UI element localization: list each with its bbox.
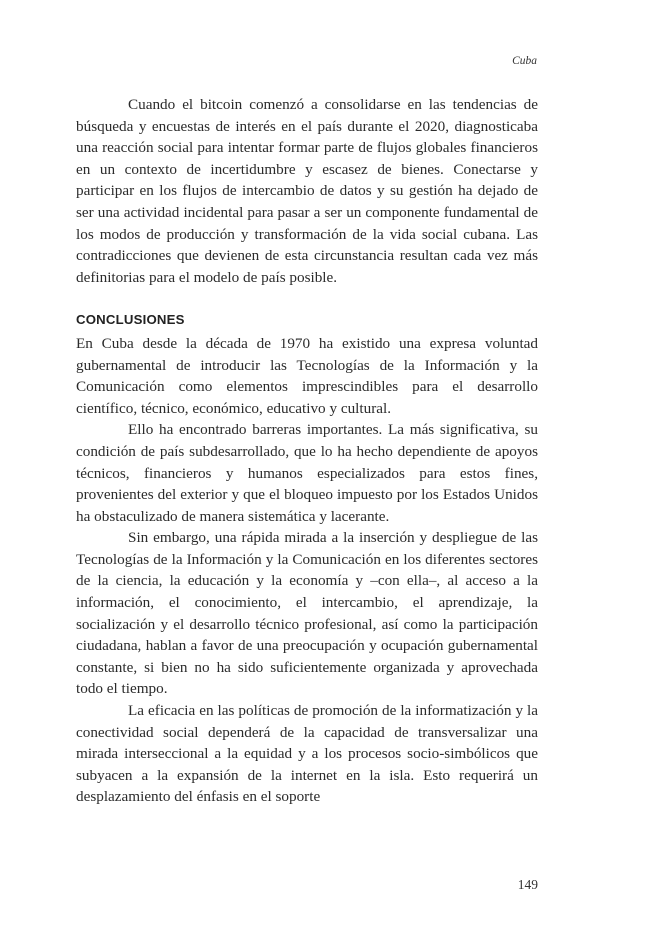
- paragraph-spacer: [76, 288, 538, 309]
- paragraph-conclusion-4: La eficacia en las políticas de promoción de la informatización y la conectividad social dependerá de la capacidad de transversalizar una mirada interseccional a la equidad y a los procesos socio-simbólicos que subyacen a la expansión de la internet en la isla. Esto requerirá un desplazamiento del énfasis en el soporte: [76, 702, 538, 806]
- paragraph-conclusion-3: Sin embargo, una rápida mirada a la inserción y despliegue de las Tecnologías de la Información y la Comunicación en los diferentes sectores de la ciencia, la educación y la economía y –con ella–, al acceso a la información, el conocimiento, el intercambio, el aprendizaje, la socialización y el desarrollo técnico profesional, así como la participación ciudadana, hablan a favor de una preocupación y ocupación gubernamental constante, si bien no ha sido suficientemente organizada y aprovechada todo el tiempo.: [76, 529, 538, 698]
- section-heading-conclusiones: CONCLUSIONES: [76, 312, 185, 328]
- running-head: Cuba: [512, 55, 537, 67]
- body-text: [76, 94, 538, 808]
- paragraph-conclusion-1: En Cuba desde la década de 1970 ha existido una expresa voluntad gubernamental de introducir las Tecnologías de la Información y la Comunicación como elementos imprescindibles para el desarrollo científico, técnico, económico, educativo y cultural.: [76, 334, 538, 417]
- paragraph-conclusion-2: Ello ha encontrado barreras importantes. La más significativa, su condición de país subdesarrollado, que lo ha hecho dependiente de apoyos técnicos, financieros y humanos especializados para estos fines, provenientes del exterior y que el bloqueo impuesto por los Estados Unidos ha obstaculizado de manera sistemática y lacerante.: [76, 421, 538, 525]
- page-number: 149: [517, 877, 538, 892]
- paragraph-bitcoin: Cuando el bitcoin comenzó a consolidarse en las tendencias de búsqueda y encuestas de interés en el país durante el 2020, diagnosticaba una reacción social para intentar formar parte de flujos globales financieros en un contexto de incertidumbre y escasez de bienes. Conectarse y participar en los flujos de intercambio de datos y su gestión ha dejado de ser una actividad incidental para pasar a ser un componente fundamental de los modos de producción y transformación de la vida social cubana. Las contradicciones que devienen de esta circunstancia resultan cada vez más definitorias para el modelo de país posible.: [76, 96, 538, 286]
